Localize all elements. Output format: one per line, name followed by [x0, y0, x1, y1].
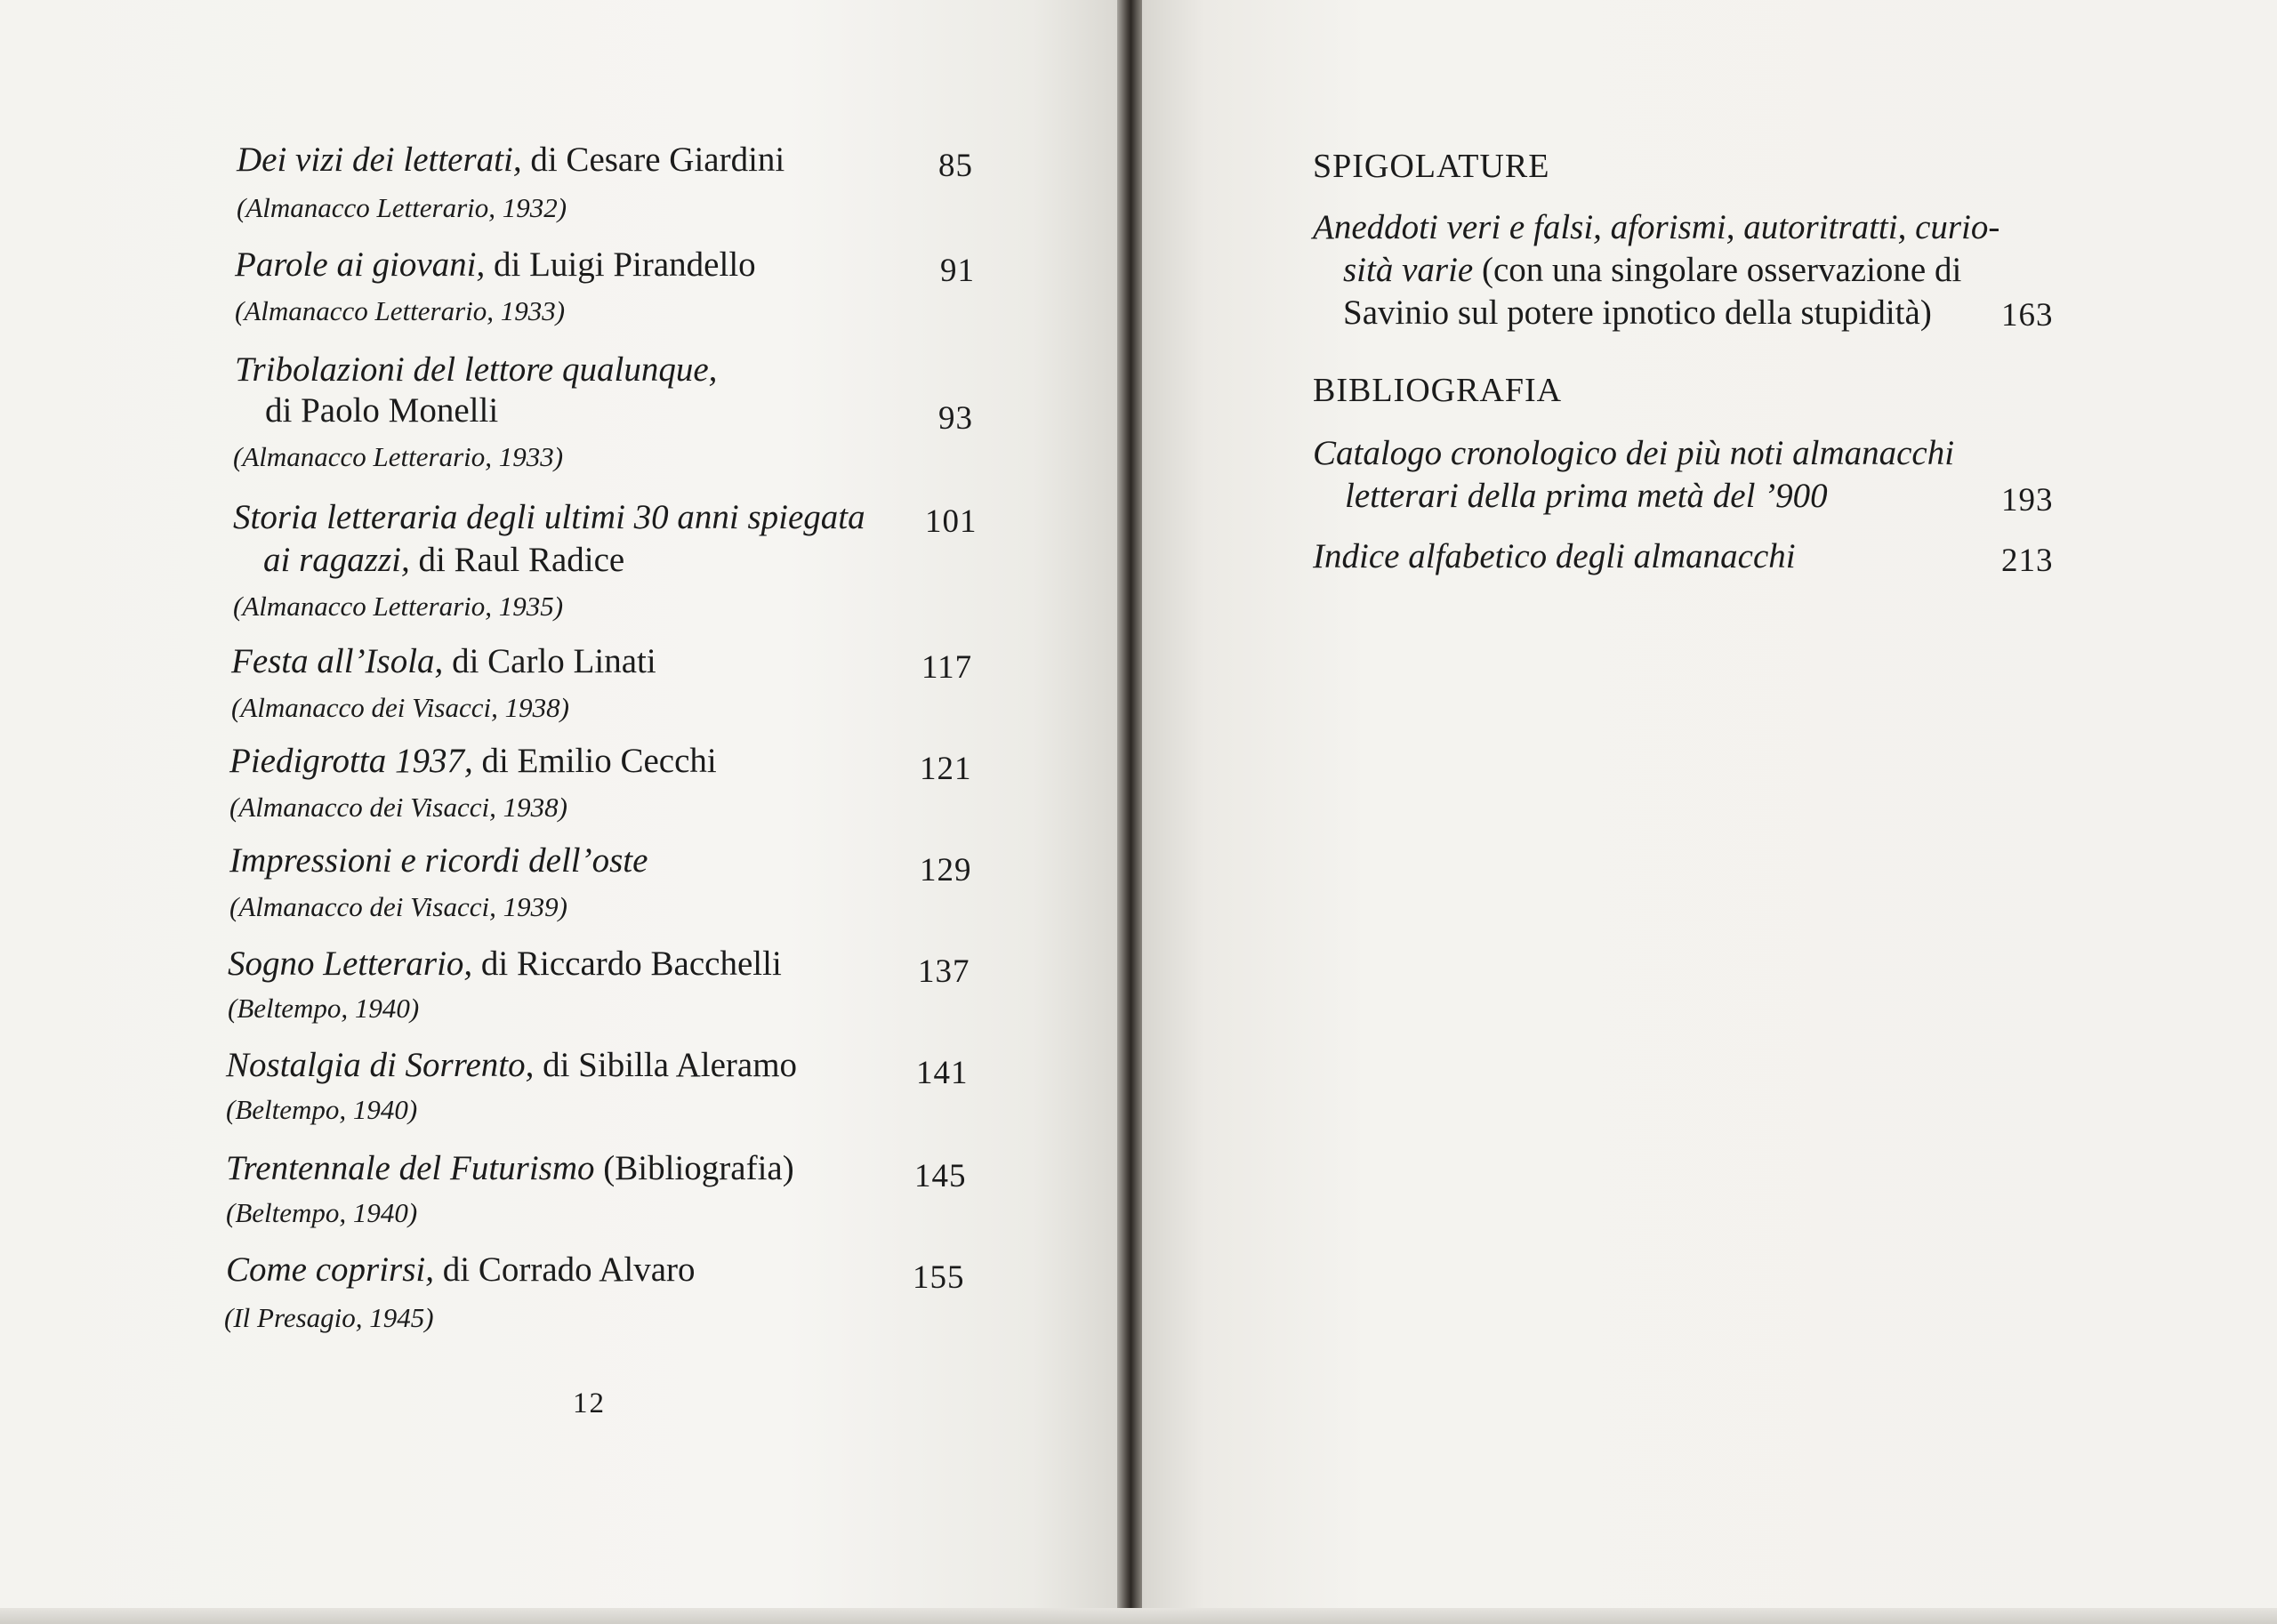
- section-heading-spigolature: SPIGOLATURE: [1313, 148, 1550, 185]
- entry-title: Storia letteraria degli ultimi 30 anni spiegata: [233, 498, 865, 536]
- entry-page-number: 129: [920, 852, 972, 888]
- indice-line: Indice alfabetico degli almanacchi: [1313, 537, 1796, 575]
- entry-source: (Almanacco dei Visacci, 1939): [229, 891, 567, 922]
- catalogo-line-1: Catalogo cronologico dei più noti almanacchi: [1313, 434, 1955, 472]
- spigolature-line-2: [1343, 253, 1961, 287]
- entry-author: di Paolo Monelli: [265, 391, 499, 430]
- page-edge: [0, 1608, 2277, 1624]
- entry-author: di Riccardo Bacchelli: [480, 945, 782, 983]
- spigolature-rest: (con una singolare osservazione di: [1481, 251, 1962, 289]
- catalogo-line-2: letterari della prima metà del ’900: [1345, 477, 1828, 515]
- entry-title-line: [237, 142, 784, 177]
- entry-title-line: [229, 744, 717, 778]
- entry-page-number: 141: [916, 1055, 969, 1091]
- entry-author: di Luigi Pirandello: [494, 245, 756, 284]
- entry-page-number: 91: [940, 253, 975, 289]
- entry-title: Sogno Letterario,: [228, 945, 473, 983]
- entry-title: Festa all’Isola,: [231, 642, 444, 680]
- entry-page-number: 145: [914, 1158, 967, 1194]
- indice-page-number: 213: [2001, 543, 2054, 579]
- entry-title: Parole ai giovani,: [235, 245, 486, 284]
- entry-source: (Almanacco Letterario, 1932): [237, 192, 567, 223]
- entry-author: (Bibliografia): [603, 1149, 794, 1187]
- entry-title-line: [226, 1252, 696, 1287]
- entry-source: (Beltempo, 1940): [226, 1197, 418, 1228]
- entry-author: di Cesare Giardini: [530, 141, 785, 179]
- entry-source: (Almanacco Letterario, 1933): [233, 441, 564, 472]
- entry-page-number: 155: [913, 1259, 965, 1296]
- spigolature-line-1: Aneddoti veri e falsi, aforismi, autoritratti, curio-: [1313, 208, 2000, 246]
- spigolature-italic: sità varie: [1343, 251, 1474, 289]
- entry-title: Nostalgia di Sorrento,: [226, 1046, 535, 1084]
- entry-source: (Beltempo, 1940): [228, 993, 420, 1024]
- catalogo-page-number: 193: [2001, 482, 2054, 519]
- entry-title-line: [226, 1151, 794, 1186]
- entry-title-line: [235, 247, 756, 282]
- entry-title-line: [231, 644, 656, 679]
- entry-page-number: 93: [938, 400, 973, 437]
- entry-title: Tribolazioni del lettore qualunque,: [235, 350, 718, 389]
- entry-author: di Raul Radice: [418, 541, 625, 579]
- entry-title: Come coprirsi,: [226, 1250, 434, 1289]
- entry-source: (Almanacco dei Visacci, 1938): [231, 692, 569, 723]
- entry-title: Trentennale del Futurismo: [226, 1149, 595, 1187]
- entry-author: di Sibilla Aleramo: [543, 1046, 798, 1084]
- page-folio: 12: [573, 1387, 606, 1419]
- entry-source: (Il Presagio, 1945): [224, 1302, 434, 1333]
- entry-page-number: 121: [920, 751, 972, 787]
- entry-source: (Almanacco Letterario, 1933): [235, 295, 566, 326]
- entry-page-number: 117: [921, 649, 973, 686]
- entry-author: di Emilio Cecchi: [481, 742, 717, 780]
- entry-source: (Almanacco Letterario, 1935): [233, 591, 564, 622]
- entry-title-line: [228, 946, 782, 981]
- section-heading-bibliografia: BIBLIOGRAFIA: [1313, 372, 1563, 409]
- entry-title: Piedigrotta 1937,: [229, 742, 473, 780]
- entry-title: Impressioni e ricordi dell’oste: [229, 841, 648, 880]
- entry-author: di Corrado Alvaro: [442, 1250, 696, 1289]
- entry-title-cont: ai ragazzi,: [263, 541, 410, 579]
- spigolature-line-3: Savinio sul potere ipnotico della stupidità): [1343, 293, 1932, 332]
- entry-title-line-2: [263, 543, 624, 577]
- entry-page-number: 137: [918, 953, 970, 990]
- entry-title-line: [226, 1048, 797, 1082]
- entry-source: (Beltempo, 1940): [226, 1094, 418, 1125]
- book-gutter: [1117, 0, 1142, 1624]
- entry-title: Dei vizi dei letterati,: [237, 141, 522, 179]
- entry-source: (Almanacco dei Visacci, 1938): [229, 792, 567, 823]
- entry-page-number: 101: [925, 503, 978, 540]
- entry-author: di Carlo Linati: [452, 642, 656, 680]
- spigolature-page-number: 163: [2001, 297, 2054, 334]
- entry-page-number: 85: [938, 148, 973, 184]
